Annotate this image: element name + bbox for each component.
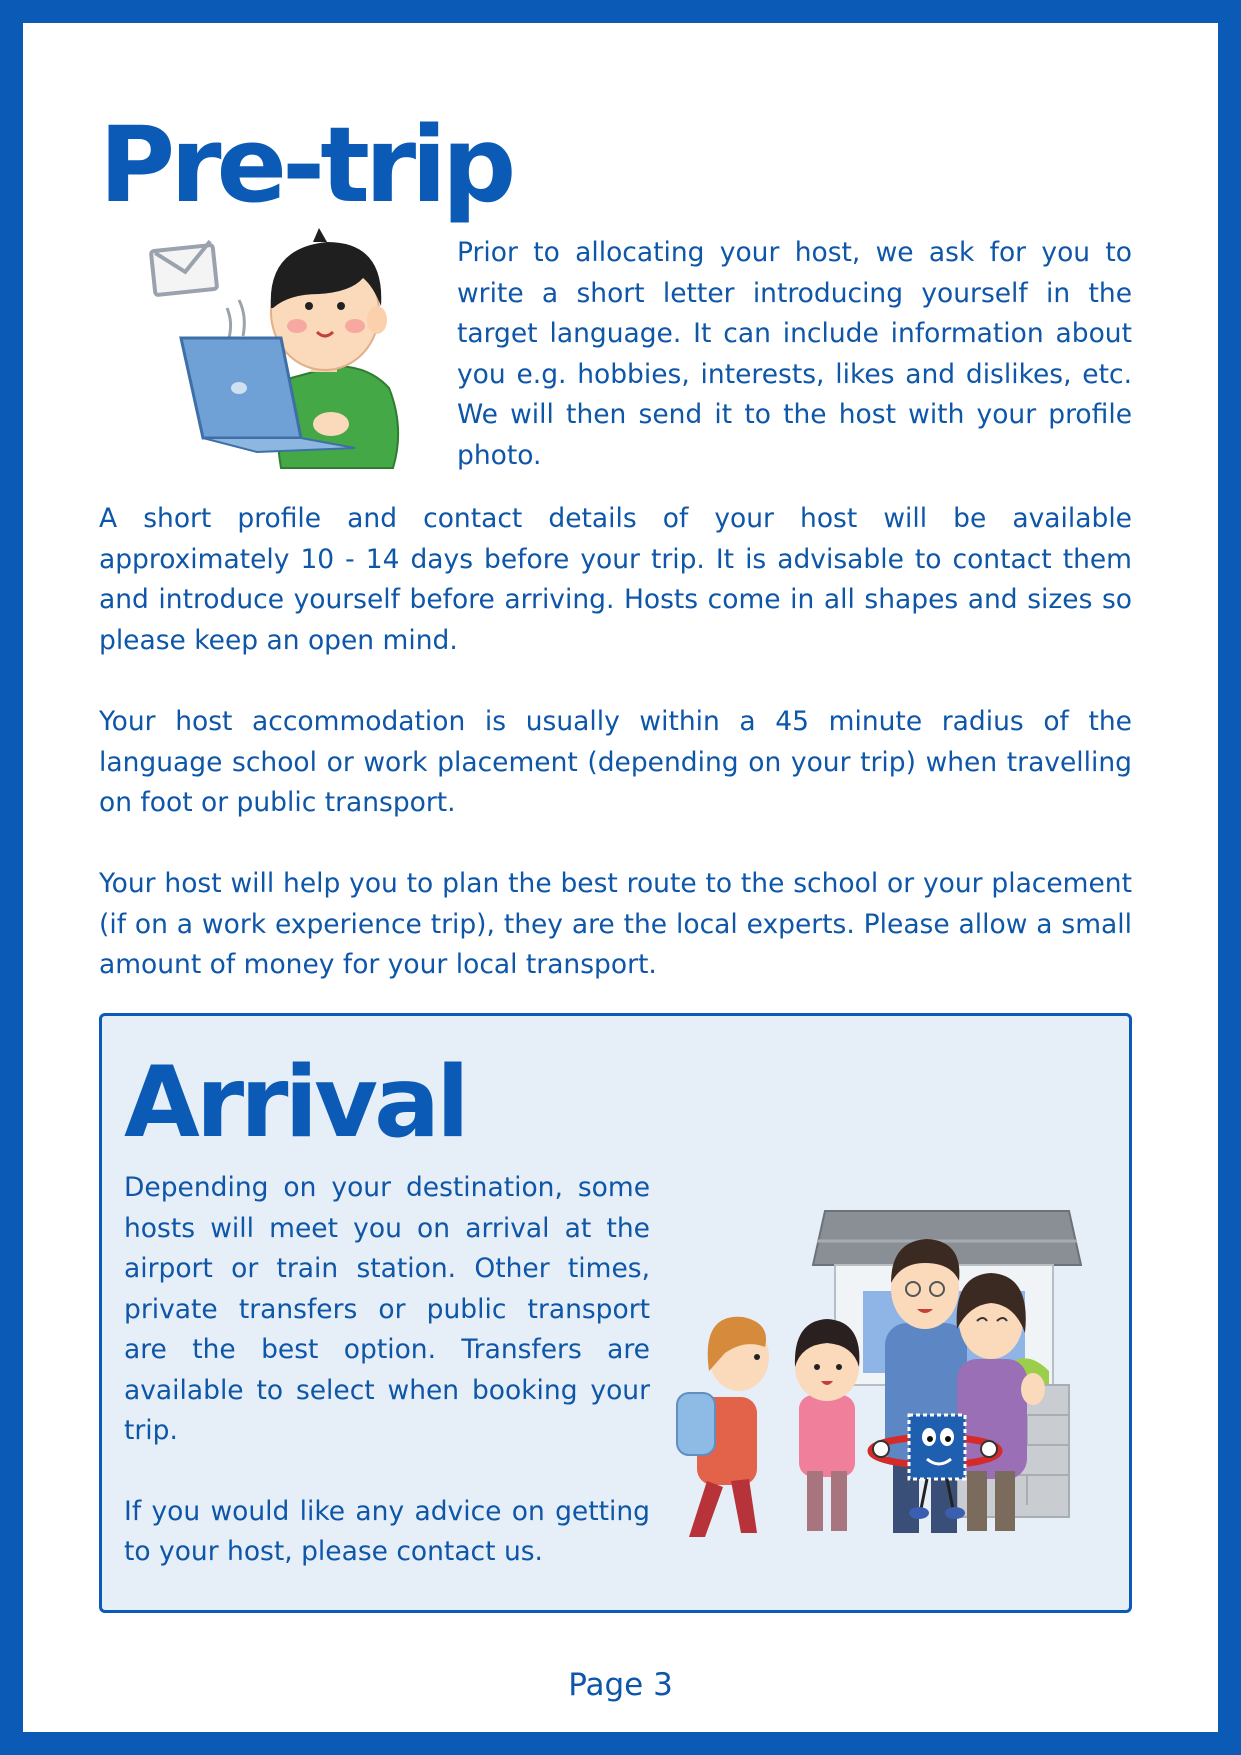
host-family-welcome-icon — [667, 1171, 1117, 1551]
arrival-text — [124, 1168, 650, 1613]
arrival-heading: Arrival — [124, 1046, 466, 1160]
page-number: Page 3 — [568, 1667, 673, 1703]
pretrip-intro-text: Prior to allocating your host, we ask for you to write a short letter introducing yourself in the target language. It can include information about you e.g. hobbies, interests, likes and dislikes, etc. We will then send it to the host with your profile photo. — [457, 237, 1132, 471]
arrival-section — [99, 1013, 1132, 1613]
person-laptop-email-icon — [141, 228, 441, 498]
arrival-transfer-paragraph: Depending on your destination, some hosts will meet you on arrival at the airport or train station. Other times, private transfers or public transport are the best option. Transfers are available to select when booking your trip. — [124, 1172, 650, 1446]
pretrip-host-profile-paragraph: A short profile and contact details of your host will be available approximately 10 - 14 days before your trip. It is advisable to contact them and introduce yourself before arriving. Hosts come in all shapes and sizes so please keep an open mind. — [99, 503, 1132, 656]
pretrip-accommodation-paragraph: Your host accommodation is usually within a 45 minute radius of the language school or work placement (depending on your trip) when travelling on foot or public transport. — [99, 706, 1132, 818]
pretrip-heading: Pre-trip — [99, 104, 512, 226]
pretrip-route-paragraph: Your host will help you to plan the best route to the school or your placement (if on a work experience trip), they are the local experts. Please allow a small amount of money for your local transport. — [99, 868, 1132, 980]
envelope-icon — [151, 241, 217, 295]
arrival-advice-paragraph: If you would like any advice on getting to your host, please contact us. — [124, 1495, 650, 1567]
